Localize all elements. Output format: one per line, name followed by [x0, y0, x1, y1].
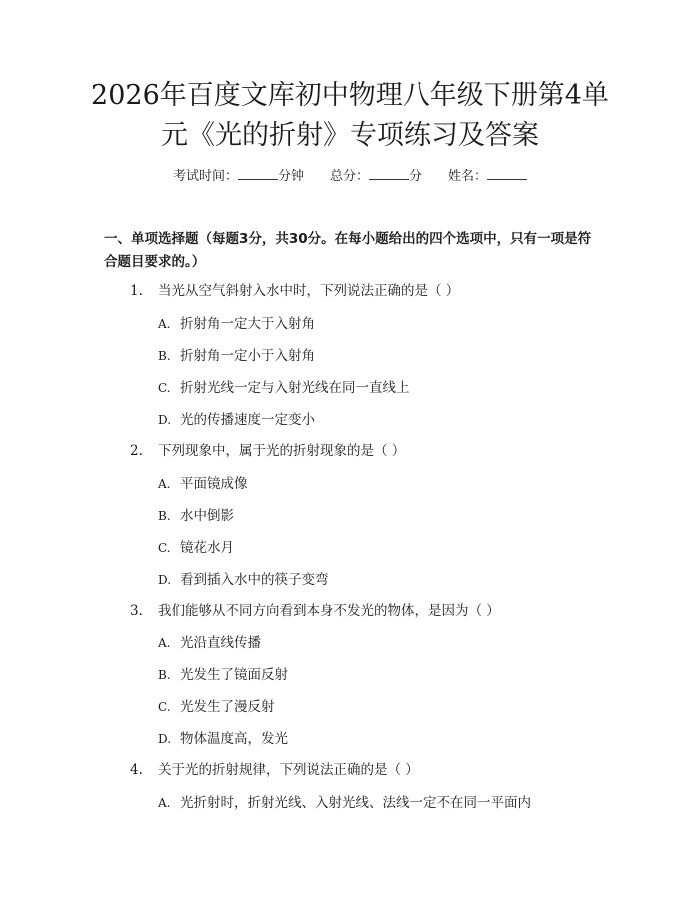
- option-text: 水中倒影: [180, 508, 234, 524]
- question-3: [130, 601, 500, 621]
- option-text: 物体温度高，发光: [180, 731, 288, 747]
- title-line-2: 元《光的折射》专项练习及答案: [161, 120, 539, 151]
- option-text: 折射光线一定与入射光线在同一直线上: [180, 380, 410, 396]
- option-letter: D.: [158, 732, 172, 746]
- option-text: 看到插入水中的筷子变弯: [180, 572, 329, 588]
- option-letter: D.: [158, 413, 172, 427]
- score-label: 总分：: [329, 169, 369, 184]
- option-a: [158, 474, 248, 494]
- option-text: 平面镜成像: [180, 476, 248, 492]
- question-text: 当光从空气斜射入水中时，下列说法正确的是（ ）: [158, 283, 460, 299]
- option-a: [158, 314, 315, 334]
- score-blank: [369, 166, 409, 180]
- exam-meta: [0, 166, 700, 187]
- option-c: [158, 538, 234, 558]
- exam-time: [173, 166, 304, 187]
- option-letter: C.: [158, 700, 171, 714]
- option-letter: A.: [158, 636, 171, 650]
- option-letter: A.: [158, 796, 171, 810]
- option-c: [158, 378, 410, 398]
- option-letter: B.: [158, 349, 171, 363]
- score-unit: 分: [409, 169, 423, 184]
- section-heading: 一、单项选择题（每题3分，共30分。在每小题给出的四个选项中，只有一项是符合题目要求的。）: [104, 231, 592, 270]
- question-number: 2.: [130, 443, 143, 459]
- total-score: [330, 166, 422, 187]
- option-letter: A.: [158, 477, 171, 491]
- option-letter: B.: [158, 668, 171, 682]
- option-text: 折射角一定大于入射角: [180, 316, 315, 332]
- question-text: 我们能够从不同方向看到本身不发光的物体，是因为（ ）: [158, 603, 500, 619]
- option-text: 光发生了镜面反射: [180, 667, 288, 683]
- option-text: 光的传播速度一定变小: [180, 412, 315, 428]
- student-name: [448, 166, 527, 187]
- question-text: 下列现象中，属于光的折射现象的是（ ）: [158, 443, 406, 459]
- option-text: 光发生了漫反射: [180, 699, 275, 715]
- option-letter: C.: [158, 541, 171, 555]
- option-a: [158, 793, 531, 813]
- option-a: [158, 633, 261, 653]
- option-d: [158, 570, 329, 590]
- time-unit: 分钟: [277, 169, 304, 184]
- option-d: [158, 729, 288, 749]
- title-line-1: 2026年百度文库初中物理八年级下册第4单: [91, 80, 609, 111]
- option-text: 光沿直线传播: [180, 635, 261, 651]
- option-letter: B.: [158, 509, 171, 523]
- time-blank: [238, 166, 278, 180]
- document-title: [60, 76, 640, 156]
- option-b: [158, 665, 288, 685]
- option-letter: A.: [158, 317, 171, 331]
- question-text: 关于光的折射规律，下列说法正确的是（ ）: [158, 762, 419, 778]
- option-text: 光折射时，折射光线、入射光线、法线一定不在同一平面内: [180, 795, 531, 811]
- question-number: 4.: [130, 762, 143, 778]
- question-2: [130, 441, 405, 461]
- option-text: 折射角一定小于入射角: [180, 348, 315, 364]
- question-1: [130, 281, 459, 301]
- option-c: [158, 697, 275, 717]
- question-number: 3.: [130, 603, 143, 619]
- option-letter: D.: [158, 573, 172, 587]
- name-blank: [487, 166, 527, 180]
- option-b: [158, 346, 315, 366]
- option-letter: C.: [158, 381, 171, 395]
- question-number: 1.: [130, 283, 143, 299]
- option-b: [158, 506, 234, 526]
- option-text: 镜花水月: [180, 540, 234, 556]
- time-label: 考试时间：: [172, 169, 238, 184]
- name-label: 姓名：: [448, 169, 488, 184]
- question-4: [130, 760, 419, 780]
- option-d: [158, 410, 315, 430]
